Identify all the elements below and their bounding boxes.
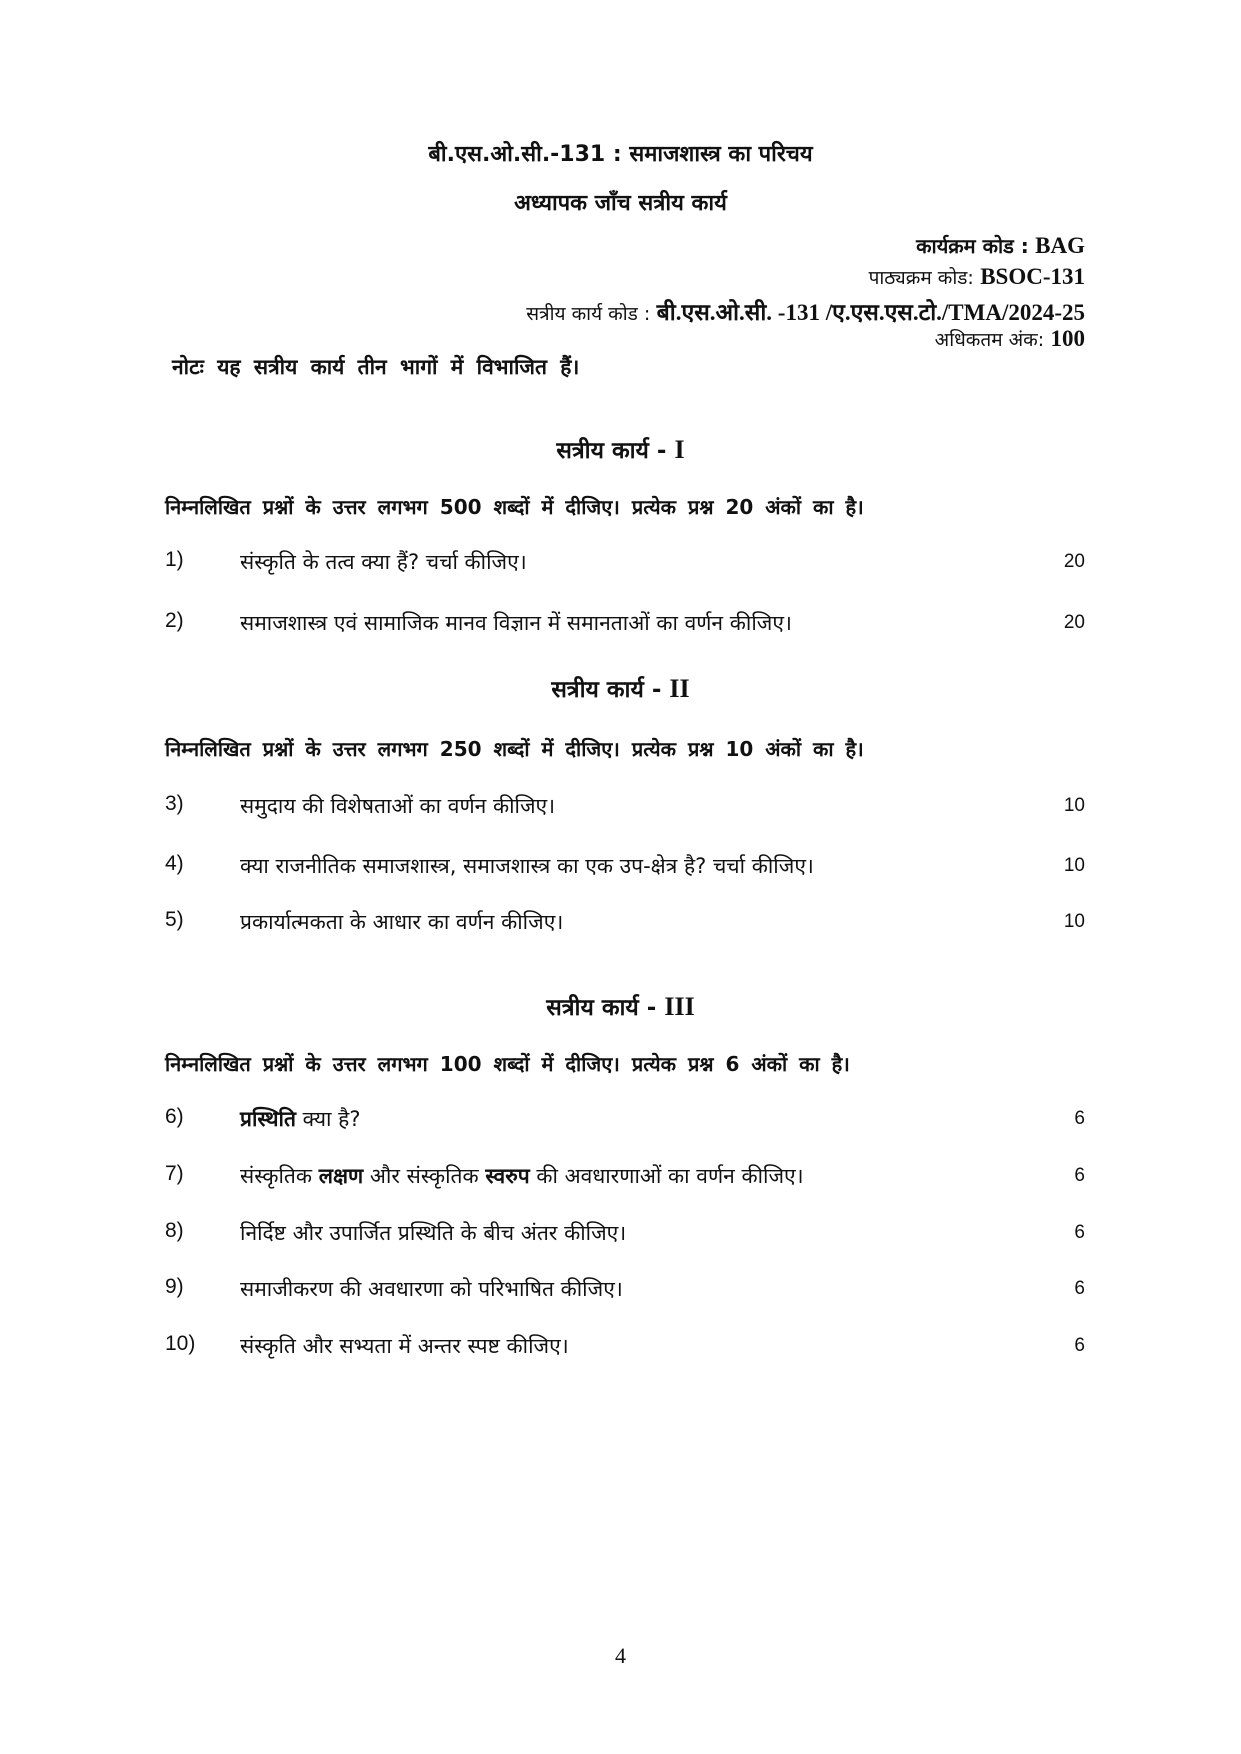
question-text-part: की अवधारणाओं का वर्णन कीजिए। <box>529 1164 804 1188</box>
question-2 <box>165 609 1085 639</box>
section-instruction-3: निम्नलिखित प्रश्नों के उत्तर लगभग 100 शब्दों में दीजिए। प्रत्येक प्रश्न 6 अंकों का है। <box>165 1052 850 1076</box>
question-marks: 6 <box>1074 1222 1085 1243</box>
question-10 <box>165 1332 1085 1362</box>
course-code-label: पाठ्यक्रम कोड: <box>868 267 974 289</box>
question-text: संस्कृति और सभ्यता में अन्तर स्पष्ट कीजिए। <box>240 1334 569 1358</box>
question-number: 9) <box>165 1275 184 1298</box>
question-1 <box>165 548 1085 578</box>
question-marks: 20 <box>1063 612 1085 633</box>
question-text-part: क्या है? <box>295 1107 361 1131</box>
max-marks <box>935 326 1085 352</box>
question-7 <box>165 1162 1085 1192</box>
question-bold-term: प्रस्थिति <box>240 1107 296 1131</box>
note: नोटः यह सत्रीय कार्य तीन भागों में विभाजित हैं। <box>172 355 580 379</box>
course-code-value: BSOC-131 <box>980 264 1085 289</box>
question-8 <box>165 1219 1085 1249</box>
section-heading-2 <box>0 672 1241 704</box>
section-roman: III <box>664 992 695 1021</box>
question-5 <box>165 908 1085 938</box>
assignment-code <box>526 295 1085 327</box>
question-marks: 10 <box>1063 911 1085 932</box>
question-text <box>240 1162 804 1190</box>
section-heading-text: सत्रीय कार्य - <box>546 995 657 1021</box>
question-text: संस्कृति के तत्व क्या हैं? चर्चा कीजिए। <box>240 550 527 574</box>
section-roman: I <box>674 435 685 464</box>
assignment-code-value: बी.एस.ओ.सी. -131 /ए.एस.एस.टो./TMA/2024-25 <box>656 300 1085 325</box>
max-marks-label: अधिकतम अंक: <box>934 329 1045 351</box>
section-instruction-2: निम्नलिखित प्रश्नों के उत्तर लगभग 250 शब्दों में दीजिए। प्रत्येक प्रश्न 10 अंकों का है। <box>165 737 864 761</box>
programme-code-value: BAG <box>1035 233 1085 258</box>
question-text: निर्दिष्ट और उपार्जित प्रस्थिति के बीच अंतर कीजिए। <box>240 1221 627 1245</box>
question-bold-term: लक्षण <box>318 1164 364 1188</box>
question-marks: 6 <box>1074 1165 1085 1186</box>
question-4 <box>165 852 1085 882</box>
section-heading-1 <box>0 433 1241 465</box>
course-code <box>869 264 1085 290</box>
document-subtitle: अध्यापक जाँच सत्रीय कार्य <box>514 191 727 216</box>
section-roman: II <box>669 674 690 703</box>
question-number: 8) <box>165 1219 184 1242</box>
document-title: बी.एस.ओ.सी.-131 : समाजशास्त्र का परिचय <box>428 142 813 167</box>
question-number: 3) <box>165 792 184 815</box>
question-3 <box>165 792 1085 822</box>
question-marks: 6 <box>1074 1278 1085 1299</box>
question-marks: 10 <box>1063 855 1085 876</box>
assignment-code-label: सत्रीय कार्य कोड : <box>526 303 651 325</box>
question-text <box>240 1105 360 1133</box>
question-text: क्या राजनीतिक समाजशास्त्र, समाजशास्त्र का एक उप-क्षेत्र है? चर्चा कीजिए। <box>240 854 814 878</box>
question-text-part: संस्कृतिक <box>240 1164 319 1188</box>
max-marks-value: 100 <box>1050 326 1085 351</box>
page-number: 4 <box>615 1643 626 1668</box>
programme-code <box>916 232 1085 259</box>
programme-code-label: कार्यक्रम कोड : <box>916 234 1029 258</box>
question-marks: 20 <box>1063 551 1085 572</box>
section-heading-text: सत्रीय कार्य - <box>556 438 667 464</box>
section-instruction-1: निम्नलिखित प्रश्नों के उत्तर लगभग 500 शब्दों में दीजिए। प्रत्येक प्रश्न 20 अंकों का है। <box>165 495 864 519</box>
question-number: 2) <box>165 609 184 632</box>
question-text: प्रकार्यात्मकता के आधार का वर्णन कीजिए। <box>240 910 564 934</box>
question-marks: 6 <box>1074 1335 1085 1356</box>
section-heading-text: सत्रीय कार्य - <box>551 677 662 703</box>
question-number: 1) <box>165 548 184 571</box>
question-text: समाजशास्त्र एवं सामाजिक मानव विज्ञान में समानताओं का वर्णन कीजिए। <box>240 611 792 635</box>
question-bold-term: स्वरुप <box>485 1164 530 1188</box>
question-number: 7) <box>165 1162 184 1185</box>
question-number: 4) <box>165 852 184 875</box>
question-number: 10) <box>165 1332 196 1355</box>
question-text: समाजीकरण की अवधारणा को परिभाषित कीजिए। <box>240 1277 623 1301</box>
question-9 <box>165 1275 1085 1305</box>
question-number: 5) <box>165 908 184 931</box>
question-marks: 6 <box>1074 1108 1085 1129</box>
question-marks: 10 <box>1063 795 1085 816</box>
question-6 <box>165 1105 1085 1135</box>
section-heading-3 <box>0 990 1241 1022</box>
question-number: 6) <box>165 1105 184 1128</box>
question-text: समुदाय की विशेषताओं का वर्णन कीजिए। <box>240 794 556 818</box>
question-text-part: और संस्कृतिक <box>363 1164 486 1188</box>
